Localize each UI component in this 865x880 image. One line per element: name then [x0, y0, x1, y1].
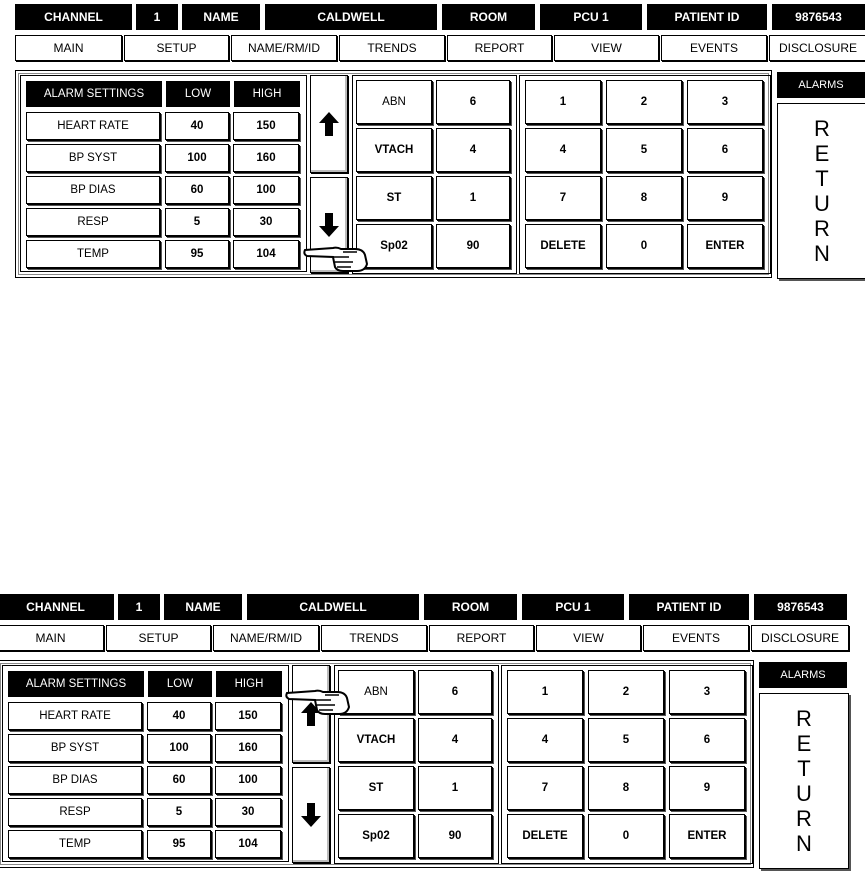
key-enter[interactable]: ENTER — [687, 224, 763, 268]
vtach-value[interactable]: 4 — [436, 128, 510, 172]
temp-label: TEMP — [8, 830, 142, 858]
key-9[interactable]: 9 — [669, 766, 745, 810]
bp-dias-low[interactable]: 60 — [165, 176, 229, 204]
abn-value[interactable]: 6 — [418, 670, 492, 714]
abn-value[interactable]: 6 — [436, 80, 510, 124]
low-column-header: LOW — [166, 81, 230, 107]
spo2-button[interactable]: Sp02 — [356, 224, 432, 268]
alarm-screen-2 — [0, 590, 847, 880]
heart-rate-high[interactable]: 150 — [215, 702, 281, 730]
st-button[interactable]: ST — [338, 766, 414, 810]
st-button[interactable]: ST — [356, 176, 432, 220]
key-enter[interactable]: ENTER — [669, 814, 745, 858]
name-label: NAME — [182, 4, 260, 30]
menu-report[interactable]: REPORT — [447, 35, 552, 61]
menu-view[interactable]: VIEW — [554, 35, 659, 61]
heart-rate-low[interactable]: 40 — [165, 112, 229, 140]
name-value: CALDWELL — [247, 594, 419, 620]
menu-setup[interactable]: SETUP — [106, 625, 211, 651]
alarm-settings-frame — [0, 660, 754, 868]
menu-name-rm-id[interactable]: NAME/RM/ID — [231, 35, 337, 61]
menu-main[interactable]: MAIN — [0, 625, 104, 651]
resp-high[interactable]: 30 — [233, 208, 299, 236]
st-value[interactable]: 1 — [436, 176, 510, 220]
name-value: CALDWELL — [265, 4, 437, 30]
heart-rate-low[interactable]: 40 — [147, 702, 211, 730]
key-8[interactable]: 8 — [606, 176, 682, 220]
menu-setup[interactable]: SETUP — [124, 35, 229, 61]
channel-label: CHANNEL — [0, 594, 114, 620]
arrow-down-icon — [318, 212, 340, 238]
bp-syst-label: BP SYST — [26, 144, 160, 172]
channel-value: 1 — [136, 4, 178, 30]
scroll-up-button[interactable] — [310, 75, 348, 173]
resp-label: RESP — [26, 208, 160, 236]
menu-disclosure[interactable]: DISCLOSURE — [751, 625, 849, 651]
alarm-settings-title: ALARM SETTINGS — [26, 81, 162, 107]
key-7[interactable]: 7 — [525, 176, 601, 220]
high-column-header: HIGH — [216, 671, 282, 697]
menu-view[interactable]: VIEW — [536, 625, 641, 651]
temp-low[interactable]: 95 — [147, 830, 211, 858]
vtach-button[interactable]: VTACH — [356, 128, 432, 172]
key-9[interactable]: 9 — [687, 176, 763, 220]
temp-low[interactable]: 95 — [165, 240, 229, 268]
temp-high[interactable]: 104 — [215, 830, 281, 858]
menu-main[interactable]: MAIN — [15, 35, 122, 61]
alarm-settings-title: ALARM SETTINGS — [8, 671, 144, 697]
room-value: PCU 1 — [540, 4, 642, 30]
resp-low[interactable]: 5 — [165, 208, 229, 236]
heart-rate-high[interactable]: 150 — [233, 112, 299, 140]
room-value: PCU 1 — [522, 594, 624, 620]
channel-label: CHANNEL — [15, 4, 132, 30]
alarms-header: ALARMS — [759, 662, 847, 688]
bp-syst-high[interactable]: 160 — [233, 144, 299, 172]
bp-dias-low[interactable]: 60 — [147, 766, 211, 794]
menu-trends[interactable]: TRENDS — [321, 625, 427, 651]
key-4[interactable]: 4 — [507, 718, 583, 762]
resp-label: RESP — [8, 798, 142, 826]
bp-dias-label: BP DIAS — [8, 766, 142, 794]
arrow-down-icon — [300, 802, 322, 828]
bp-syst-low[interactable]: 100 — [147, 734, 211, 762]
resp-high[interactable]: 30 — [215, 798, 281, 826]
key-8[interactable]: 8 — [588, 766, 664, 810]
st-value[interactable]: 1 — [418, 766, 492, 810]
patient-id-value: 9876543 — [772, 4, 865, 30]
alarm-settings-frame — [15, 70, 772, 278]
key-7[interactable]: 7 — [507, 766, 583, 810]
vtach-button[interactable]: VTACH — [338, 718, 414, 762]
header-bar — [0, 594, 847, 620]
pointing-hand-cursor-icon — [285, 683, 353, 717]
heart-rate-label: HEART RATE — [8, 702, 142, 730]
high-column-header: HIGH — [234, 81, 300, 107]
key-6[interactable]: 6 — [669, 718, 745, 762]
return-button[interactable] — [759, 693, 849, 869]
return-label: RETURN — [814, 116, 830, 266]
room-label: ROOM — [442, 4, 535, 30]
menu-name-rm-id[interactable]: NAME/RM/ID — [213, 625, 319, 651]
key-5[interactable]: 5 — [606, 128, 682, 172]
header-bar — [15, 4, 865, 30]
pointing-hand-cursor-icon — [303, 240, 371, 274]
arrow-up-icon — [318, 111, 340, 137]
menu-events[interactable]: EVENTS — [661, 35, 767, 61]
alarms-header: ALARMS — [777, 72, 865, 98]
alarm-screen-1 — [0, 0, 865, 290]
spo2-button[interactable]: Sp02 — [338, 814, 414, 858]
scroll-down-button[interactable] — [292, 767, 330, 863]
return-button[interactable] — [777, 103, 865, 279]
key-0[interactable]: 0 — [606, 224, 682, 268]
menu-disclosure[interactable]: DISCLOSURE — [769, 35, 865, 61]
bp-syst-label: BP SYST — [8, 734, 142, 762]
key-6[interactable]: 6 — [687, 128, 763, 172]
main-menu — [15, 35, 865, 61]
patient-id-value: 9876543 — [754, 594, 847, 620]
key-0[interactable]: 0 — [588, 814, 664, 858]
bp-dias-high[interactable]: 100 — [233, 176, 299, 204]
key-4[interactable]: 4 — [525, 128, 601, 172]
spo2-value[interactable]: 90 — [418, 814, 492, 858]
key-1[interactable]: 1 — [507, 670, 583, 714]
bp-dias-label: BP DIAS — [26, 176, 160, 204]
temp-high[interactable]: 104 — [233, 240, 299, 268]
menu-events[interactable]: EVENTS — [643, 625, 749, 651]
key-3[interactable]: 3 — [687, 80, 763, 124]
resp-low[interactable]: 5 — [147, 798, 211, 826]
key-5[interactable]: 5 — [588, 718, 664, 762]
main-menu — [0, 625, 847, 651]
bp-syst-high[interactable]: 160 — [215, 734, 281, 762]
key-delete[interactable]: DELETE — [507, 814, 583, 858]
menu-report[interactable]: REPORT — [429, 625, 534, 651]
name-label: NAME — [164, 594, 242, 620]
abn-button[interactable]: ABN — [338, 670, 414, 714]
room-label: ROOM — [424, 594, 517, 620]
bp-syst-low[interactable]: 100 — [165, 144, 229, 172]
low-column-header: LOW — [148, 671, 212, 697]
abn-button[interactable]: ABN — [356, 80, 432, 124]
patient-id-label: PATIENT ID — [629, 594, 749, 620]
return-label: RETURN — [796, 706, 812, 856]
spo2-value[interactable]: 90 — [436, 224, 510, 268]
temp-label: TEMP — [26, 240, 160, 268]
bp-dias-high[interactable]: 100 — [215, 766, 281, 794]
channel-value: 1 — [118, 594, 160, 620]
menu-trends[interactable]: TRENDS — [339, 35, 445, 61]
key-2[interactable]: 2 — [606, 80, 682, 124]
vtach-value[interactable]: 4 — [418, 718, 492, 762]
heart-rate-label: HEART RATE — [26, 112, 160, 140]
key-delete[interactable]: DELETE — [525, 224, 601, 268]
key-1[interactable]: 1 — [525, 80, 601, 124]
key-2[interactable]: 2 — [588, 670, 664, 714]
key-3[interactable]: 3 — [669, 670, 745, 714]
patient-id-label: PATIENT ID — [647, 4, 767, 30]
